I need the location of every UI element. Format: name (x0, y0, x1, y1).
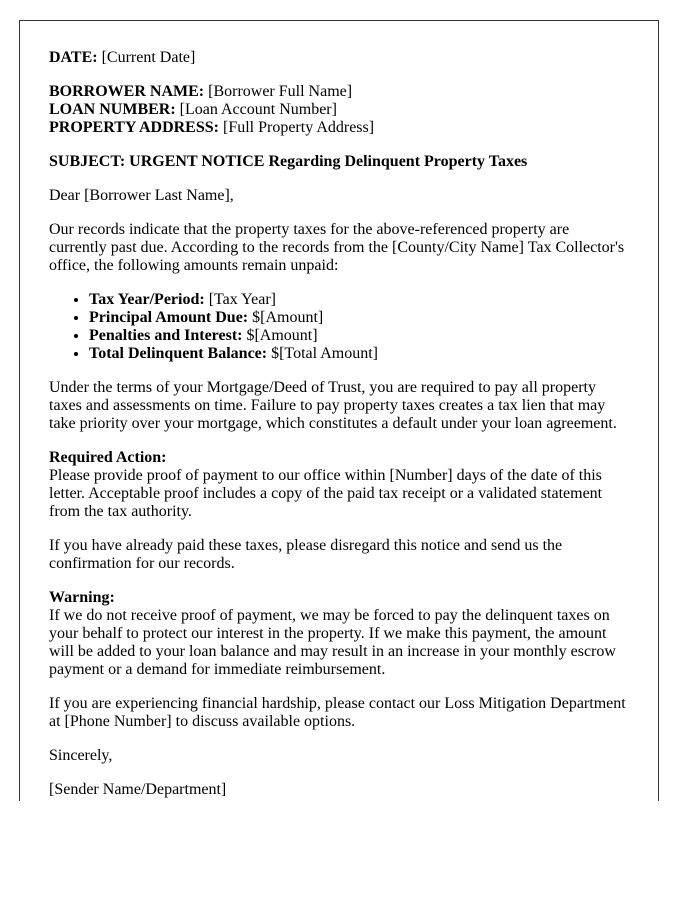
list-item: • Penalties and Interest: $[Amount] (89, 327, 630, 345)
list-item: • Total Delinquent Balance: $[Total Amount] (89, 345, 630, 363)
already-paid-paragraph: If you have already paid these taxes, please disregard this notice and send us the confirmation for our records. (49, 537, 563, 572)
warning-section: Warning: If we do not receive proof of payment, we may be forced to pay the delinquent taxes on your behalf to protect our interest in the property. If we make this payment, the amount will be added to your loan balance and may result in an increase in your monthly escrow payment or a demand for immediate reimbursement. (49, 589, 616, 678)
required-action: Required Action: Please provide proof of payment to our office within [Number] days of the date of this letter. Acceptable proof includes a copy of the paid tax receipt or a validated statement from the tax authority. (49, 449, 603, 520)
letter-page (19, 20, 659, 801)
hardship-paragraph: If you are experiencing financial hardship, please contact our Loss Mitigation Department at [Phone Number] to discuss available options. (49, 695, 626, 730)
salutation: Dear [Borrower Last Name], (49, 187, 234, 204)
closing: Sincerely, (49, 747, 113, 764)
list-item: • Principal Amount Due: $[Amount] (89, 309, 630, 327)
amounts-list (49, 291, 630, 363)
terms-paragraph: Under the terms of your Mortgage/Deed of Trust, you are required to pay all property taxes and assessments on time. Failure to pay property taxes creates a tax lien that may take priority over your mortgage, which constitutes a default under your loan agreement. (49, 379, 617, 432)
list-item: • Tax Year/Period: [Tax Year] (89, 291, 630, 309)
borrower-info: BORROWER NAME: [Borrower Full Name] LOAN NUMBER: [Loan Account Number] PROPERTY ADDRESS: [Full Property Address] (49, 83, 375, 136)
subject-line: SUBJECT: URGENT NOTICE Regarding Delinquent Property Taxes (49, 153, 528, 170)
date-line: DATE: [Current Date] (49, 49, 196, 66)
sender-name: [Sender Name/Department] (49, 781, 227, 798)
intro-paragraph: Our records indicate that the property taxes for the above-referenced property are currently past due. According to the records from the [County/City Name] Tax Collector's office, the following amounts remain unpaid: (49, 221, 625, 274)
